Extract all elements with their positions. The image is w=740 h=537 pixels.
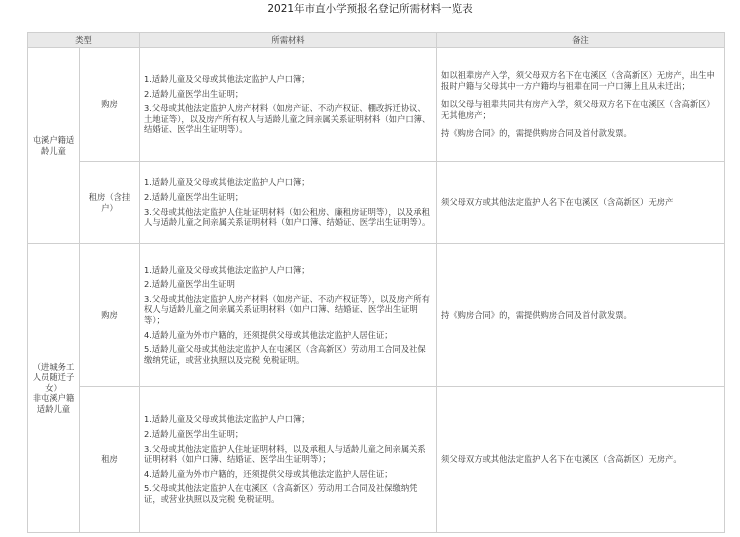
material-item: 1.适龄儿童及父母或其他法定监护人户口簿； xyxy=(144,264,310,275)
table-row xyxy=(28,387,725,533)
table-row xyxy=(28,244,725,387)
material-item: 5.父母或其他法定监护人在屯溪区（含高新区）劳动用工合同及社保缴纳凭证，或营业执照以及完税 免税证明。 xyxy=(144,483,418,504)
material-item: 3.父母或其他法定监护人房产材料（如房产证、不动产权证等），以及房产所有权人与适龄儿童之间亲属关系证明材料（如户口簿、结婚证、医学出生证明等）； xyxy=(144,293,430,325)
material-item: 3.父母或其他法定监护人住址证明材料（如公租房、廉租房证明等），以及承租人与适龄儿童之间亲属关系证明材料（如户口簿、结婚证、医学出生证明等）。 xyxy=(144,206,431,228)
category-tunxi-household xyxy=(28,48,80,244)
table-row xyxy=(28,162,725,244)
material-item: 2.适龄儿童医学出生证明 xyxy=(144,279,235,290)
materials-cell xyxy=(140,48,437,162)
subtype-label: 租房 xyxy=(101,454,118,465)
notes-cell xyxy=(437,48,725,162)
materials-cell xyxy=(140,244,437,387)
materials-table xyxy=(27,32,725,533)
material-item: 2.适龄儿童医学出生证明； xyxy=(144,88,244,99)
materials-cell xyxy=(140,162,437,244)
note-text: 持《购房合同》的，需提供购房合同及首付款发票。 xyxy=(441,309,632,320)
material-item: 2.适龄儿童医学出生证明； xyxy=(144,191,244,202)
notes-cell xyxy=(437,244,725,387)
document-title: 2021年市直小学预报名登记所需材料一览表 xyxy=(267,3,473,15)
category-non-tunxi-household xyxy=(28,244,80,533)
subtype-label: 租房（含挂户） xyxy=(88,191,131,213)
material-item: 2.适龄儿童医学出生证明； xyxy=(144,429,244,440)
material-item: 1.适龄儿童及父母或其他法定监护人户口簿； xyxy=(144,414,310,425)
material-item: 3.父母或其他法定监护人房产材料（如房产证、不动产权证、棚改拆迁协议、土地证等），以及房产所有权人与适龄儿童之间亲属关系证明材料（如户口簿、结婚证、医学出生证明等）。 xyxy=(144,103,431,135)
note-item: 如以祖辈房产入学，须父母双方名下在屯溪区（含高新区）无房产，出生申报时户籍与父母其中一方户籍均与祖辈在同一户口簿上且从未迁出； xyxy=(441,70,715,91)
note-item: 持《购房合同》的，需提供购房合同及首付款发票。 xyxy=(441,128,632,139)
header-type: 类型 xyxy=(28,33,140,48)
header-materials: 所需材料 xyxy=(140,33,437,48)
material-item: 4.适龄儿童为外市户籍的，还须提供父母或其他法定监护人居住证； xyxy=(144,329,393,340)
table-header-row xyxy=(28,33,725,48)
note-item: 如以父母与祖辈共同共有房产入学，须父母双方名下在屯溪区（含高新区）无其他房产； xyxy=(441,99,715,120)
note-text: 须父母双方或其他法定监护人名下在屯溪区（含高新区）无房产。 xyxy=(441,454,682,465)
material-item: 3.父母或其他法定监护人住址证明材料，以及承租人与适龄儿童之间亲属关系证明材料（如户口簿、结婚证、医学出生证明等）； xyxy=(144,443,426,465)
subtype-cell xyxy=(80,387,140,533)
category-label: 非屯溪户籍适龄儿童 xyxy=(32,393,75,414)
category-label-migrant: （进城务工人员随迁子女） xyxy=(32,361,75,393)
header-notes: 备注 xyxy=(437,33,725,48)
table-row xyxy=(28,48,725,162)
material-item: 4.适龄儿童为外市户籍的，还须提供父母或其他法定监护人居住证； xyxy=(144,468,393,479)
material-item: 5.适龄儿童父母或其他法定监护人在屯溪区（含高新区）劳动用工合同及社保缴纳凭证，或营业执照以及完税 免税证明。 xyxy=(144,344,426,365)
category-label: 屯溪户籍适龄儿童 xyxy=(32,134,75,156)
material-item: 1.适龄儿童及父母或其他法定监护人户口簿； xyxy=(144,74,310,85)
note-text: 须父母双方或其他法定监护人名下在屯溪区（含高新区）无房产 xyxy=(441,197,674,208)
subtype-cell xyxy=(80,48,140,162)
subtype-label: 购房 xyxy=(101,99,118,110)
subtype-cell xyxy=(80,244,140,387)
material-item: 1.适龄儿童及父母或其他法定监护人户口簿； xyxy=(144,177,310,188)
notes-cell xyxy=(437,387,725,533)
notes-cell xyxy=(437,162,725,244)
subtype-label: 购房 xyxy=(101,309,118,320)
materials-cell xyxy=(140,387,437,533)
subtype-cell xyxy=(80,162,140,244)
